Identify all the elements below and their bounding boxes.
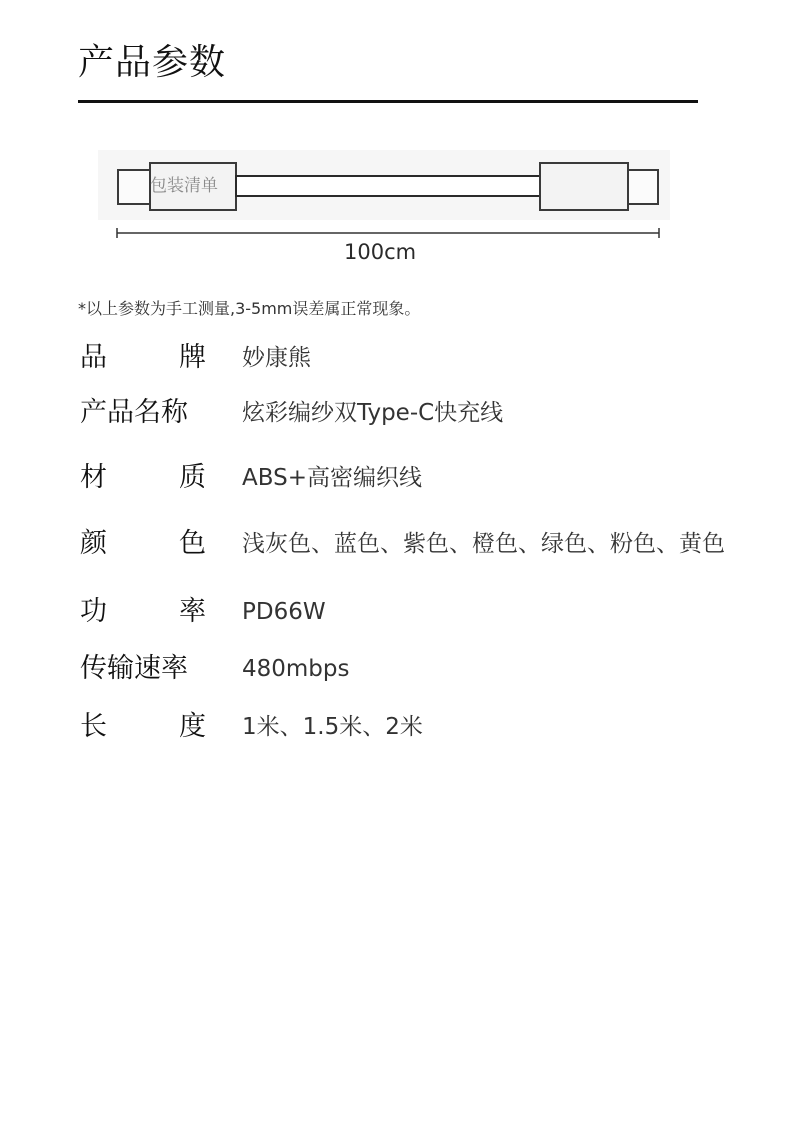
spec-key: 品牌 <box>80 342 206 373</box>
cable-label: 包装清单 <box>150 176 218 196</box>
length-label: 100cm <box>344 240 417 264</box>
spec-row-length <box>80 705 770 749</box>
spec-key: 材质 <box>80 462 206 493</box>
cable-body <box>236 176 542 196</box>
spec-value: 浅灰色、蓝色、紫色、橙色、绿色、粉色、黄色 <box>242 531 725 557</box>
spec-row-power <box>80 590 770 634</box>
left-connector-tip <box>118 170 150 204</box>
page-title: 产品参数 <box>78 42 227 83</box>
spec-key: 颜色 <box>80 528 206 559</box>
measurement-note: *以上参数为手工测量,3-5mm误差属正常现象。 <box>78 299 421 318</box>
spec-row-color <box>80 522 770 566</box>
spec-row-material <box>80 456 770 500</box>
spec-key: 功率 <box>80 596 206 627</box>
right-connector-tip <box>628 170 658 204</box>
right-connector-housing <box>540 163 628 210</box>
spec-row-brand <box>80 336 770 380</box>
spec-value: 炫彩编纱双Type-C快充线 <box>242 400 504 426</box>
spec-value: PD66W <box>242 599 326 625</box>
spec-key: 产品名称 <box>80 397 188 428</box>
spec-value: 480mbps <box>242 656 350 682</box>
spec-row-product-name <box>80 391 770 435</box>
spec-row-transfer-rate <box>80 647 770 691</box>
spec-value: ABS+高密编织线 <box>242 465 422 491</box>
length-dimension-line <box>116 228 660 238</box>
spec-key: 长度 <box>80 711 206 742</box>
title-divider <box>78 100 698 103</box>
cable-illustration <box>98 150 670 220</box>
spec-key: 传输速率 <box>80 653 188 684</box>
spec-value: 1米、1.5米、2米 <box>242 714 423 740</box>
spec-value: 妙康熊 <box>242 345 311 371</box>
